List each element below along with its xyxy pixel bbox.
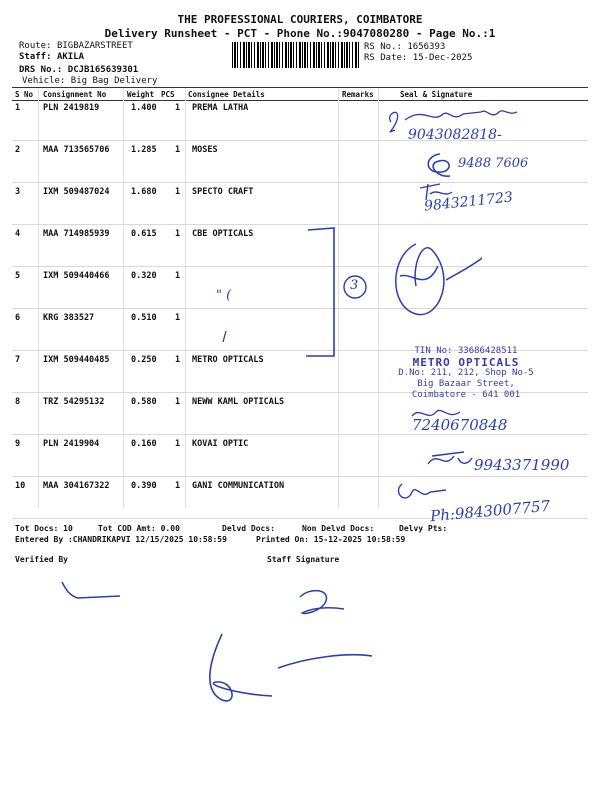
col-signature: Seal & Signature xyxy=(400,90,473,99)
runsheet-subtitle: Delivery Runsheet - PCT - Phone No.:9047080280 - Page No.:1 xyxy=(104,27,496,40)
row-consignment: PLN 2419819 xyxy=(43,103,100,113)
signature-kovai xyxy=(424,448,474,472)
row-consignee: SPECTO CRAFT xyxy=(192,187,254,197)
row-consignee: KOVAI OPTIC xyxy=(192,439,249,449)
row-pcs: 1 xyxy=(175,313,181,323)
staff-signature-scribble xyxy=(196,630,396,710)
vehicle-value: Big Bag Delivery xyxy=(70,76,158,86)
staff-signature-label: Staff Signature xyxy=(267,555,340,564)
handwritten-phone: Ph:9843007757 xyxy=(429,496,551,526)
bracket-mark xyxy=(300,226,380,361)
row-pcs: 1 xyxy=(175,481,181,491)
row-sno: 4 xyxy=(15,229,21,239)
rs-date-label: RS Date: xyxy=(364,53,408,63)
row-consignee: METRO OPTICALS xyxy=(192,355,264,365)
signature-gani xyxy=(388,478,458,508)
signature-cbe-opticals xyxy=(386,236,506,326)
row-pcs: 1 xyxy=(175,355,181,365)
stamp-tin: TIN No: 33686428511 xyxy=(414,346,518,356)
rs-date-value: 15-Dec-2025 xyxy=(412,53,473,63)
row-consignment: MAA 714985939 xyxy=(43,229,110,239)
col-weight: Weight xyxy=(127,90,155,99)
row-weight: 0.510 xyxy=(131,313,157,323)
col-consignment: Consignment No xyxy=(43,90,107,99)
row-sno: 10 xyxy=(15,481,26,491)
drs-line xyxy=(19,65,138,76)
row-consignee: MOSES xyxy=(192,145,218,155)
row-rule xyxy=(12,224,588,225)
company-title: THE PROFESSIONAL COURIERS, COIMBATORE xyxy=(177,13,423,26)
handwritten-phone: 9843211723 xyxy=(423,189,514,215)
tick-mark xyxy=(218,330,232,344)
row-pcs: 1 xyxy=(175,103,181,113)
drs-label: DRS No.: xyxy=(19,65,63,75)
staff-value: AKILA xyxy=(56,52,85,62)
row-pcs: 1 xyxy=(175,439,181,449)
delivery-points: Delvy Pts: xyxy=(399,524,448,533)
row-weight: 1.285 xyxy=(131,145,157,155)
row-weight: 0.580 xyxy=(131,397,157,407)
staff-line xyxy=(19,52,84,63)
row-consignee: GANI COMMUNICATION xyxy=(192,481,285,491)
row-sno: 7 xyxy=(15,355,21,365)
row-sno: 3 xyxy=(15,187,21,197)
handwritten-phone: 9488 7606 xyxy=(458,156,529,171)
row-consignee: CBE OPTICALS xyxy=(192,229,254,239)
total-cod: Tot COD Amt: 0.00 xyxy=(98,524,180,533)
row-weight: 0.160 xyxy=(131,439,157,449)
barcode xyxy=(232,42,360,68)
route-label: Route: xyxy=(19,41,52,51)
rs-no-value: 1656393 xyxy=(407,42,446,52)
row-consignee: NEWW KAML OPTICALS xyxy=(192,397,285,407)
row-sno: 9 xyxy=(15,439,21,449)
stamp-address-2: Big Bazaar Street, xyxy=(417,379,515,389)
row-pcs: 1 xyxy=(175,229,181,239)
row-weight: 0.250 xyxy=(131,355,157,365)
row-consignment: IXM 509487024 xyxy=(43,187,110,197)
row-pcs: 1 xyxy=(175,145,181,155)
row-consignment: PLN 2419904 xyxy=(43,439,100,449)
non-delivered-docs: Non Delvd Docs: xyxy=(302,524,375,533)
delivered-docs: Delvd Docs: xyxy=(222,524,275,533)
row-weight: 1.400 xyxy=(131,103,157,113)
entered-by: Entered By :CHANDRIKAPVI 12/15/2025 10:58:59 xyxy=(15,535,227,544)
col-consignee: Consignee Details xyxy=(188,90,265,99)
rs-date-line xyxy=(364,53,472,64)
table-row xyxy=(0,397,600,439)
printed-on: Printed On: 15-12-2025 10:58:59 xyxy=(256,535,406,544)
stamp-address-1: D.No: 211, 212, Shop No-5 xyxy=(398,368,534,378)
vehicle-label: Vehicle: xyxy=(22,76,66,86)
header-top-rule xyxy=(12,87,588,88)
row-consignment: IXM 509440466 xyxy=(43,271,110,281)
staff-label: Staff: xyxy=(19,52,52,62)
row-consignment: IXM 509440485 xyxy=(43,355,110,365)
row-consignee: PREMA LATHA xyxy=(192,103,249,113)
drs-value: DCJB165639301 xyxy=(67,65,139,75)
row-sno: 2 xyxy=(15,145,21,155)
route-value: BIGBAZARSTREET xyxy=(56,41,133,51)
verified-signature xyxy=(50,570,130,610)
handwritten-phone: 7240670848 xyxy=(412,416,508,434)
vehicle-line xyxy=(22,76,157,87)
col-sno: S No xyxy=(15,90,34,99)
verified-by-label: Verified By xyxy=(15,555,68,564)
stamp-address-3: Coimbatore - 641 001 xyxy=(411,390,521,400)
row-sno: 8 xyxy=(15,397,21,407)
row-sno: 1 xyxy=(15,103,21,113)
row-pcs: 1 xyxy=(175,187,181,197)
row-weight: 0.390 xyxy=(131,481,157,491)
route-line xyxy=(19,41,133,52)
row-rule xyxy=(12,476,588,477)
row-consignment: MAA 713565706 xyxy=(43,145,110,155)
rs-no-label: RS No.: xyxy=(364,42,402,52)
row-consignment: KRG 383527 xyxy=(43,313,95,323)
circled-number: 3 xyxy=(350,278,359,293)
row-pcs: 1 xyxy=(175,271,181,281)
staff-signature-mark xyxy=(290,585,350,625)
rs-no-line xyxy=(364,42,445,53)
handwritten-phone: 9943371990 xyxy=(474,456,570,474)
col-pcs: PCS xyxy=(161,90,175,99)
row-rule xyxy=(12,434,588,435)
company-stamp xyxy=(386,346,546,401)
total-docs: Tot Docs: 10 xyxy=(15,524,73,533)
row-consignment: TRZ 54295132 xyxy=(43,397,105,407)
row-consignment: MAA 304167322 xyxy=(43,481,110,491)
row-rule xyxy=(12,182,588,183)
signature-moses xyxy=(420,150,460,180)
row-sno: 5 xyxy=(15,271,21,281)
row-weight: 1.680 xyxy=(131,187,157,197)
stamp-name: METRO OPTICALS xyxy=(412,356,520,369)
row-weight: 0.320 xyxy=(131,271,157,281)
handwritten-phone: 9043082818- xyxy=(408,127,502,143)
ditto-mark: " ( xyxy=(216,288,232,303)
row-weight: 0.615 xyxy=(131,229,157,239)
row-pcs: 1 xyxy=(175,397,181,407)
row-sno: 6 xyxy=(15,313,21,323)
col-remarks: Remarks xyxy=(342,90,374,99)
